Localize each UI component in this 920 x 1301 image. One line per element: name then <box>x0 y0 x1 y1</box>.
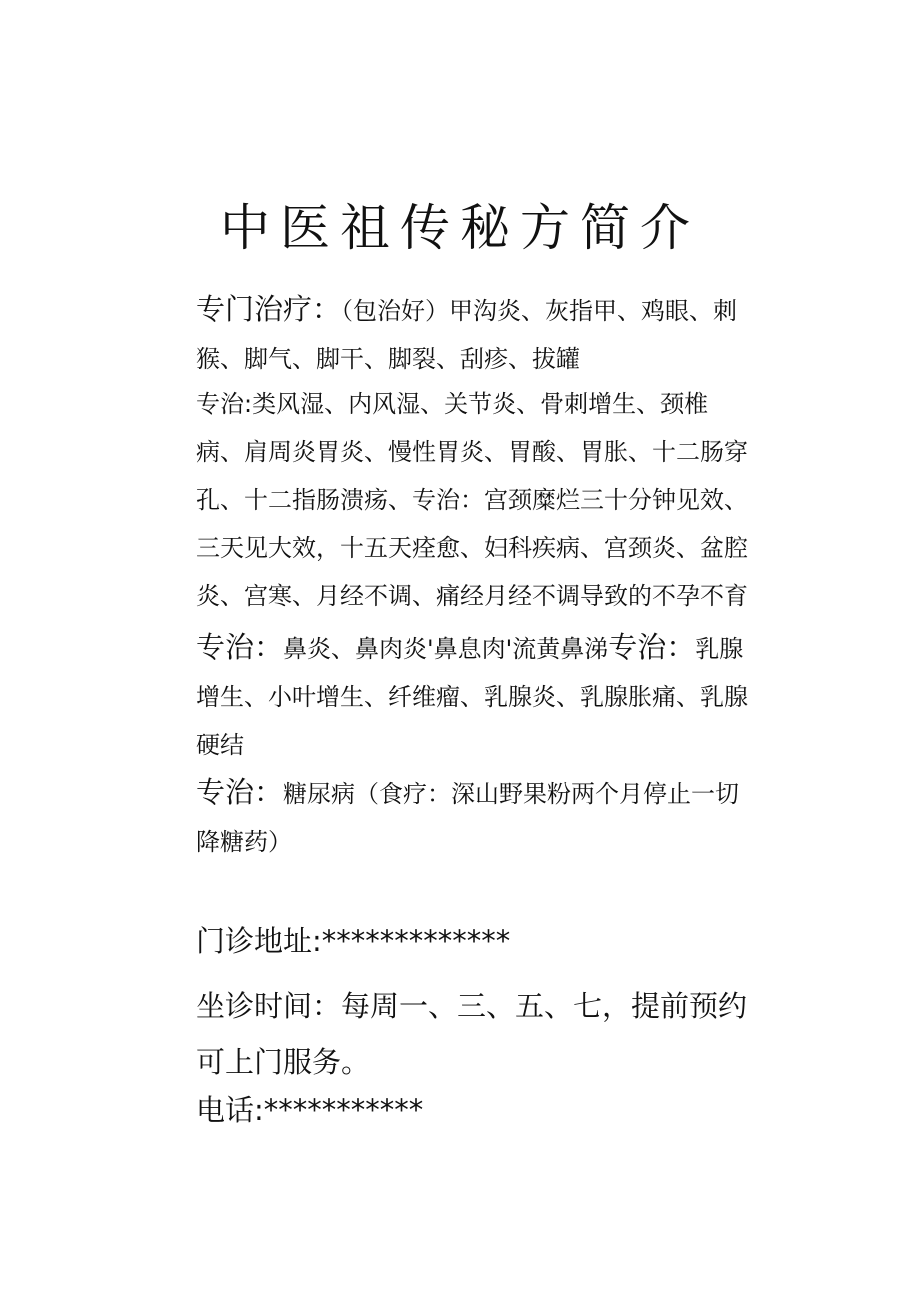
section-text: 类风湿、内风湿、关节炎、骨刺增生、颈椎病、肩周炎胃炎、慢性胃炎、胃酸、胃胀、十二肠穿孔、十二指肠溃疡、专治：宫颈糜烂三十分钟见效、三天见大效，十五天痊愈、妇科疾病、宫颈炎、盆腔炎、宫寒、月经不调、痛经月经不调导致的不孕不育 <box>196 390 748 610</box>
treatment-section-general <box>196 285 756 383</box>
treatment-section-diabetes <box>196 768 756 866</box>
section-text: 糖尿病（食疗：深山野果粉两个月停止一切降糖药） <box>196 780 740 856</box>
section-text: （包治好）甲沟炎、灰指甲、鸡眼、刺猴、脚气、脚干、脚裂、刮疹、拔罐 <box>196 297 738 373</box>
clinic-hours: 坐诊时间：每周一、三、五、七，提前预约可上门服务。 <box>196 989 748 1079</box>
section-lead-label: 专治： <box>196 630 284 664</box>
section-text: 鼻炎、鼻肉炎'鼻息肉'流黄鼻涕 <box>283 635 609 663</box>
treatment-section-rheumatism <box>196 380 756 620</box>
clinic-address: 门诊地址:************* <box>196 924 511 958</box>
document-title: 中医祖传秘方简介 <box>220 199 700 257</box>
section-lead-label-2: 专治： <box>608 630 696 664</box>
treatment-section-nose-breast <box>196 623 756 769</box>
section-text-2: 乳腺增生、小叶增生、纤维瘤、乳腺炎、乳腺胀痛、乳腺硬结 <box>196 635 748 759</box>
section-lead-label: 专治： <box>196 775 284 809</box>
section-lead-label: 专门治疗： <box>196 292 342 326</box>
section-lead-label: 专治: <box>196 390 253 418</box>
clinic-phone: 电话:*********** <box>196 1093 424 1127</box>
